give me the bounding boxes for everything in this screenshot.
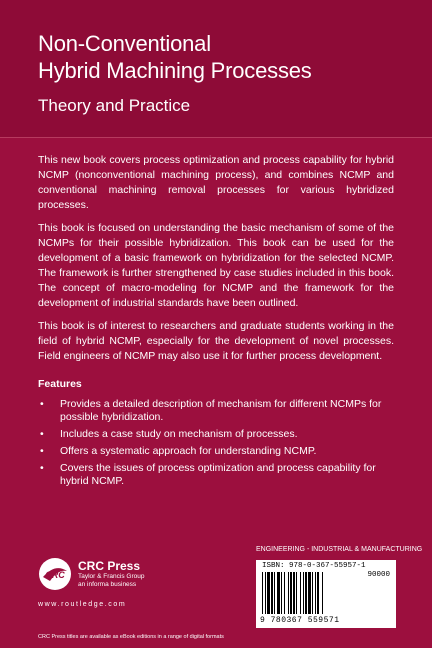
barcode-bar bbox=[296, 572, 297, 614]
publisher-group: Taylor & Francis Group bbox=[78, 573, 145, 580]
title-line-2: Hybrid Machining Processes bbox=[38, 58, 312, 83]
feature-item bbox=[38, 445, 394, 458]
publisher-name-block bbox=[78, 559, 144, 589]
barcode-bar bbox=[288, 572, 289, 614]
feature-text: Provides a detailed description of mechanism for different NCMPs for possible hybridization. bbox=[60, 398, 382, 423]
feature-item bbox=[38, 462, 394, 488]
barcode-bar bbox=[262, 572, 263, 614]
title-line-1: Non-Conventional bbox=[38, 31, 211, 56]
barcode-bar bbox=[315, 572, 316, 614]
barcode-bar bbox=[274, 572, 275, 614]
header-band bbox=[0, 0, 432, 138]
barcode-bar bbox=[303, 572, 304, 614]
publisher-name: CRC Press bbox=[78, 559, 141, 573]
crc-logo-icon bbox=[38, 557, 72, 591]
features-list bbox=[38, 398, 394, 488]
barcode-panel bbox=[256, 560, 396, 628]
logo-text: CRC bbox=[45, 570, 65, 580]
features-heading: Features bbox=[38, 378, 82, 390]
feature-item bbox=[38, 398, 394, 424]
barcode-bar bbox=[293, 572, 295, 614]
website-link[interactable]: www.routledge.com bbox=[38, 601, 127, 608]
barcode-bar bbox=[305, 572, 307, 614]
publisher-tagline: an informa business bbox=[78, 581, 137, 588]
bullet-icon: • bbox=[40, 428, 44, 440]
barcode-bar bbox=[277, 572, 280, 614]
barcode-bar bbox=[317, 572, 319, 614]
ebook-note: CRC Press titles are available as eBook editions in a range of digital formats bbox=[38, 634, 224, 640]
bullet-icon: • bbox=[40, 398, 44, 410]
category-label: ENGINEERING - INDUSTRIAL & MANUFACTURING bbox=[256, 546, 423, 553]
barcode-number: 9 780367 559571 bbox=[260, 616, 340, 625]
barcode-bar bbox=[265, 572, 266, 614]
barcode-icon bbox=[260, 572, 356, 616]
bullet-icon: • bbox=[40, 462, 44, 474]
barcode-bar bbox=[284, 572, 285, 614]
feature-text: Includes a case study on mechanism of processes. bbox=[60, 428, 298, 440]
book-subtitle: Theory and Practice bbox=[38, 96, 191, 115]
barcode-bar bbox=[312, 572, 313, 614]
paragraph-1: This new book covers process optimization and process capability for hybrid NCMP (nonconventional machining process), and combines NCMP and conventional machining removal processes for various hybridized processes. bbox=[38, 154, 394, 211]
feature-item bbox=[38, 428, 394, 441]
barcode-bar bbox=[290, 572, 292, 614]
barcode-bar bbox=[281, 572, 282, 614]
barcode-bar bbox=[308, 572, 311, 614]
paragraph-2: This book is focused on understanding the basic mechanism of some of the NCMPs for their possible hybridization. This book can be used for the development of a basic framework on hybridization for the selected NCMP. The framework is further strengthened by case studies included in this book. The concept of macro-modeling for NCMP and the framework for the development of industrial standards have been outlined. bbox=[38, 222, 394, 309]
book-title bbox=[38, 30, 312, 84]
barcode-bar bbox=[322, 572, 323, 614]
feature-text: Covers the issues of process optimization and process capability for hybrid NCMP. bbox=[60, 462, 376, 487]
barcode-bar bbox=[300, 572, 301, 614]
barcode-bar bbox=[271, 572, 273, 614]
bullet-icon: • bbox=[40, 445, 44, 457]
feature-text: Offers a systematic approach for understanding NCMP. bbox=[60, 445, 317, 457]
isbn-text: ISBN: 978-0-367-55957-1 bbox=[262, 562, 366, 570]
paragraph-3: This book is of interest to researchers and graduate students working in the field of hybrid NCMP, especially for the development of novel processes. Field engineers of NCMP may also use it for further process development. bbox=[38, 320, 394, 362]
barcode-bar bbox=[267, 572, 270, 614]
price-code: 90000 bbox=[367, 571, 390, 579]
description bbox=[38, 153, 394, 492]
